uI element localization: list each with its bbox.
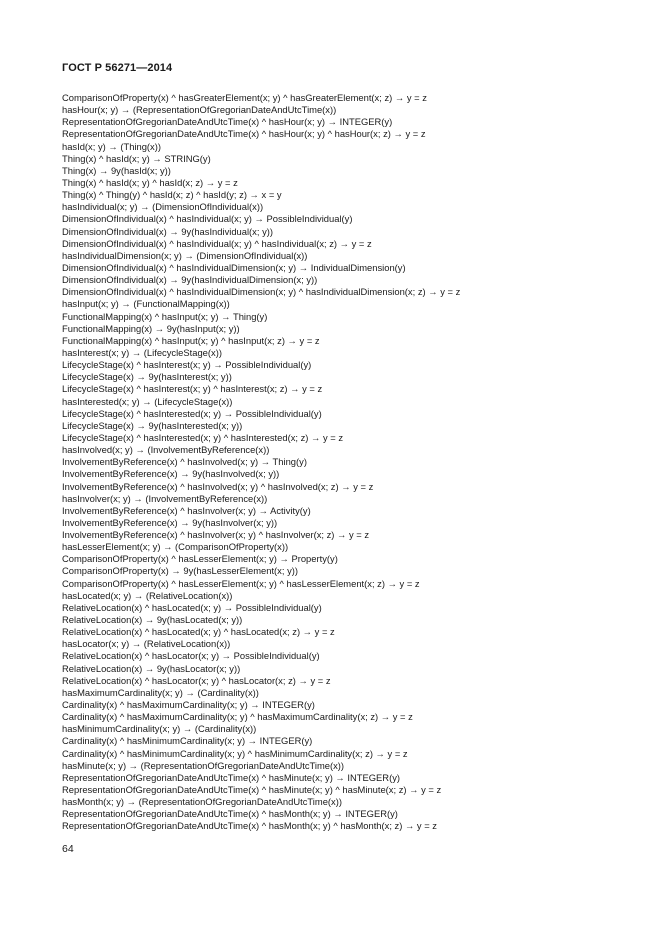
axiom-line: RelativeLocation(x) → 9y(hasLocator(x; y)) (62, 662, 241, 674)
axiom-line: RelativeLocation(x) ^ hasLocator(x; y) ^ hasLocator(x; z) → y = z (62, 674, 331, 686)
axiom-line: Cardinality(x) ^ hasMaximumCardinality(x; y) ^ hasMaximumCardinality(x; z) → y = z (62, 711, 413, 723)
axiom-line: hasInvolver(x; y) → (InvolvementByReference(x)) (62, 492, 268, 504)
axiom-line: ComparisonOfProperty(x) → 9y(hasLesserElement(x; y)) (62, 565, 299, 577)
axiom-line: DimensionOfIndividual(x) ^ hasIndividualDimension(x; y) ^ hasIndividualDimension(x; z) → y = z (62, 286, 461, 298)
axiom-line: hasInterest(x; y) → (LifecycleStage(x)) (62, 346, 222, 358)
axiom-line: InvolvementByReference(x) ^ hasInvolved(x; y) → Thing(y) (62, 456, 307, 468)
axiom-line: InvolvementByReference(x) ^ hasInvolver(x; y) ^ hasInvolver(x; z) → y = z (62, 529, 370, 541)
axiom-line: hasLesserElement(x; y) → (ComparisonOfProperty(x)) (62, 541, 289, 553)
axiom-line: RelativeLocation(x) → 9y(hasLocated(x; y)) (62, 614, 243, 626)
axiom-line: InvolvementByReference(x) → 9y(hasInvolver(x; y)) (62, 516, 278, 528)
axiom-line: RepresentationOfGregorianDateAndUtcTime(x) ^ hasMonth(x; y) → INTEGER(y) (62, 808, 398, 820)
axiom-line: RepresentationOfGregorianDateAndUtcTime(x) ^ hasMonth(x; y) ^ hasMonth(x; z) → y = z (62, 820, 437, 832)
axiom-line: hasMinute(x; y) → (RepresentationOfGregorianDateAndUtcTime(x)) (62, 759, 345, 771)
axiom-line: LifecycleStage(x) ^ hasInterested(x; y) ^ hasInterested(x; z) → y = z (62, 431, 344, 443)
axiom-line: Cardinality(x) ^ hasMaximumCardinality(x; y) → INTEGER(y) (62, 699, 315, 711)
axiom-line: hasInterested(x; y) → (LifecycleStage(x)) (62, 395, 233, 407)
axiom-line: hasMaximumCardinality(x; y) → (Cardinality(x)) (62, 686, 259, 698)
axiom-line: DimensionOfIndividual(x) → 9y(hasIndividual(x; y)) (62, 225, 274, 237)
axiom-line: ComparisonOfProperty(x) ^ hasLesserElement(x; y) ^ hasLesserElement(x; z) → y = z (62, 577, 420, 589)
axiom-line: FunctionalMapping(x) ^ hasInput(x; y) ^ hasInput(x; z) → y = z (62, 334, 320, 346)
axiom-line: hasIndividualDimension(x; y) → (DimensionOfIndividual(x)) (62, 249, 308, 261)
axiom-line: Thing(x) ^ hasId(x; y) ^ hasId(x; z) → y = z (62, 176, 238, 188)
axiom-line: hasHour(x; y) → (RepresentationOfGregorianDateAndUtcTime(x)) (62, 104, 337, 116)
page-number: 64 (62, 843, 74, 855)
axiom-line: InvolvementByReference(x) → 9y(hasInvolved(x; y)) (62, 468, 280, 480)
axiom-line: LifecycleStage(x) ^ hasInterest(x; y) ^ hasInterest(x; z) → y = z (62, 383, 323, 395)
axiom-line: RelativeLocation(x) ^ hasLocated(x; y) ^ hasLocated(x; z) → y = z (62, 626, 335, 638)
axiom-line: RepresentationOfGregorianDateAndUtcTime(x) ^ hasHour(x; y) → INTEGER(y) (62, 116, 393, 128)
axiom-line: RepresentationOfGregorianDateAndUtcTime(x) ^ hasMinute(x; y) ^ hasMinute(x; z) → y = z (62, 784, 442, 796)
axiom-line: InvolvementByReference(x) ^ hasInvolver(x; y) → Activity(y) (62, 504, 311, 516)
axiom-line: ComparisonOfProperty(x) ^ hasLesserElement(x; y) → Property(y) (62, 553, 338, 565)
axiom-line: LifecycleStage(x) ^ hasInterested(x; y) → PossibleIndividual(y) (62, 407, 322, 419)
axiom-line: hasMinimumCardinality(x; y) → (Cardinality(x)) (62, 723, 257, 735)
document-header: ГОСТ Р 56271—2014 (62, 62, 173, 74)
axiom-line: hasLocated(x; y) → (RelativeLocation(x)) (62, 589, 233, 601)
axiom-line: LifecycleStage(x) → 9y(hasInterested(x; y)) (62, 419, 243, 431)
axiom-list (62, 92, 652, 833)
axiom-line: FunctionalMapping(x) ^ hasInput(x; y) → Thing(y) (62, 310, 268, 322)
axiom-line: Thing(x) ^ Thing(y) ^ hasId(x; z) ^ hasId(y; z) → x = y (62, 189, 282, 201)
axiom-line: hasInput(x; y) → (FunctionalMapping(x)) (62, 298, 230, 310)
axiom-line: hasInvolved(x; y) → (InvolvementByReference(x)) (62, 444, 270, 456)
axiom-line: DimensionOfIndividual(x) ^ hasIndividual(x; y) → PossibleIndividual(y) (62, 213, 353, 225)
axiom-line: LifecycleStage(x) → 9y(hasInterest(x; y)) (62, 371, 232, 383)
axiom-line: DimensionOfIndividual(x) → 9y(hasIndividualDimension(x; y)) (62, 274, 318, 286)
axiom-line: FunctionalMapping(x) → 9y(hasInput(x; y)) (62, 322, 240, 334)
axiom-line: hasId(x; y) → (Thing(x)) (62, 140, 161, 152)
axiom-line: hasMonth(x; y) → (RepresentationOfGregorianDateAndUtcTime(x)) (62, 796, 342, 808)
axiom-line: LifecycleStage(x) ^ hasInterest(x; y) → PossibleIndividual(y) (62, 359, 312, 371)
axiom-line: RelativeLocation(x) ^ hasLocator(x; y) → PossibleIndividual(y) (62, 650, 320, 662)
axiom-line: hasIndividual(x; y) → (DimensionOfIndividual(x)) (62, 201, 264, 213)
axiom-line: RepresentationOfGregorianDateAndUtcTime(x) ^ hasMinute(x; y) → INTEGER(y) (62, 771, 401, 783)
axiom-line: RepresentationOfGregorianDateAndUtcTime(x) ^ hasHour(x; y) ^ hasHour(x; z) → y = z (62, 128, 426, 140)
axiom-line: InvolvementByReference(x) ^ hasInvolved(x; y) ^ hasInvolved(x; z) → y = z (62, 480, 374, 492)
axiom-line: hasLocator(x; y) → (RelativeLocation(x)) (62, 638, 231, 650)
axiom-line: Thing(x) → 9y(hasId(x; y)) (62, 164, 171, 176)
axiom-line: Cardinality(x) ^ hasMinimumCardinality(x; y) ^ hasMinimumCardinality(x; z) → y = z (62, 747, 408, 759)
axiom-line: ComparisonOfProperty(x) ^ hasGreaterElement(x; y) ^ hasGreaterElement(x; z) → y = z (62, 92, 427, 103)
axiom-line: DimensionOfIndividual(x) ^ hasIndividual(x; y) ^ hasIndividual(x; z) → y = z (62, 237, 372, 249)
axiom-line: Thing(x) ^ hasId(x; y) → STRING(y) (62, 152, 211, 164)
axiom-line: Cardinality(x) ^ hasMinimumCardinality(x; y) → INTEGER(y) (62, 735, 313, 747)
axiom-line: DimensionOfIndividual(x) ^ hasIndividualDimension(x; y) → IndividualDimension(y) (62, 261, 406, 273)
axiom-line: RelativeLocation(x) ^ hasLocated(x; y) → PossibleIndividual(y) (62, 601, 322, 613)
